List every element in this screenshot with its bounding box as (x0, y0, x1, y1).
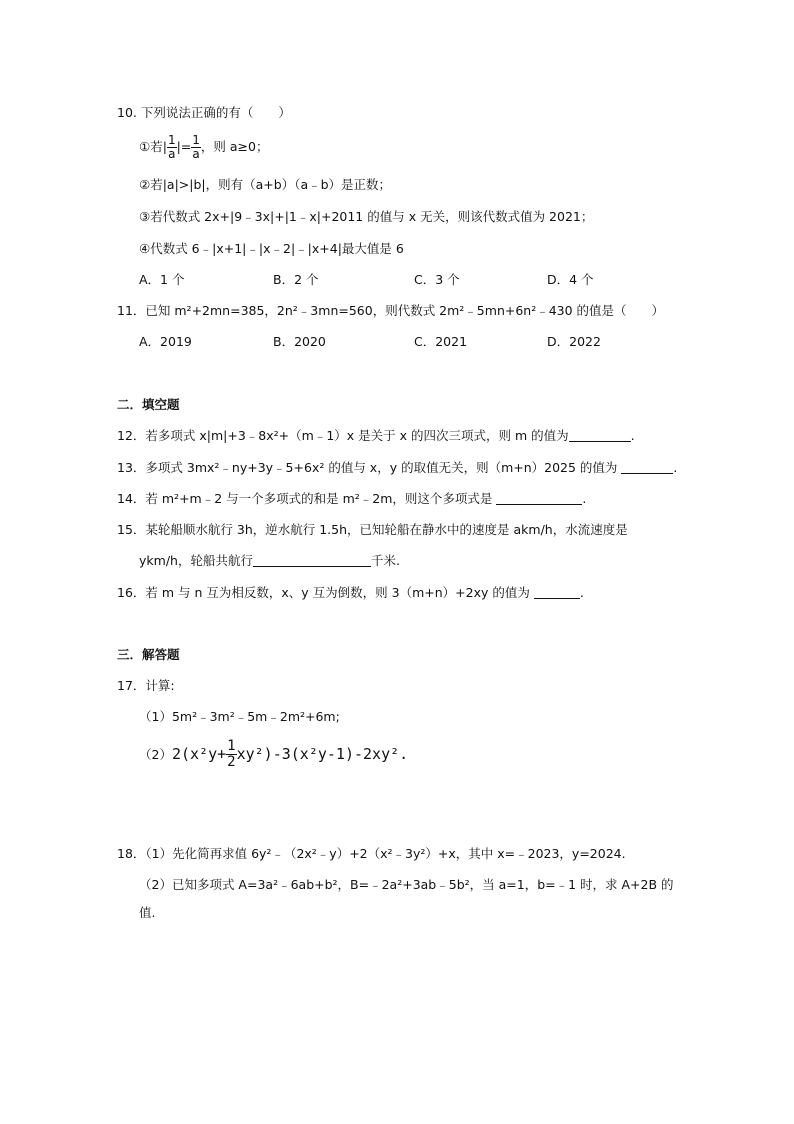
question-text: 下列说法正确的有（ ） (140, 105, 291, 120)
question-15-line1: 15．某轮船顺水航行 3h，逆水航行 1.5h，已知轮船在静水中的速度是 akm/h，水流速度是 (117, 522, 628, 537)
question-16: 16．若 m 与 n 互为相反数，x、y 互为倒数，则 3（m+n）+2xy 的值为 . (117, 585, 584, 600)
answer-blank[interactable] (569, 429, 631, 442)
question-17-part-2: （2）2(x²y+ $\frac{1}{2}$ xy²)-3(x²y-1)-2xy². (139, 738, 409, 770)
math-expression: 2(x²y+ $\frac{1}{2}$ xy²)-3(x²y-1)-2xy². (171, 738, 409, 770)
option-c: C．3 个 (414, 272, 460, 287)
fraction: $\frac{1}{a}$ (192, 133, 200, 161)
question-14: 14．若 m²+m﹣2 与一个多项式的和是 m²﹣2m，则这个多项式是 . (117, 491, 587, 506)
question-18-part-2-cont: 值. (139, 905, 156, 920)
statement-4: ④代数式 6﹣|x+1|﹣|x﹣2|﹣|x+4|最大值是 6 (139, 241, 404, 256)
option-d: D．4 个 (547, 272, 594, 287)
answer-blank[interactable] (534, 586, 580, 599)
statement-1: ①若| $\frac{1}{a}$ |= $\frac{1}{a}$ ，则 a≥0； (139, 133, 269, 161)
option-d: D．2022 (547, 334, 601, 349)
option-b: B．2020 (273, 334, 326, 349)
question-12: 12．若多项式 x|m|+3﹣8x²+（m﹣1）x 是关于 x 的四次三项式，则 m 的值为 . (117, 428, 635, 443)
answer-blank[interactable] (253, 554, 371, 567)
option-c: C．2021 (414, 334, 468, 349)
question-15-line2: ykm/h，轮船共航行 千米. (139, 553, 400, 568)
option-b: B．2 个 (273, 272, 319, 287)
fraction: $\frac{1}{a}$ (167, 133, 176, 161)
question-number: 10. (117, 105, 137, 120)
question-17-stem: 17．计算: (117, 678, 175, 693)
statement-3: ③若代数式 2x+|9﹣3x|+|1﹣x|+2011 的值与 x 无关，则该代数式值为 2021； (139, 209, 594, 224)
option-a: A．2019 (139, 334, 192, 349)
question-11-stem: 11．已知 m²+2mn=385，2n²﹣3mn=560，则代数式 2m²﹣5mn+6n²﹣430 的值是（ ） (117, 303, 665, 318)
answer-blank[interactable] (496, 492, 582, 505)
section-title-fill-in: 二．填空题 (117, 397, 180, 412)
fraction: $\frac{1}{2}$ (227, 738, 236, 770)
section-title-answer: 三．解答题 (117, 647, 180, 662)
answer-blank[interactable] (621, 461, 673, 474)
question-18-part-1: 18．（1）先化简再求值 6y²﹣（2x²﹣y）+2（x²﹣3y²）+x，其中 x=﹣2023，y=2024. (117, 846, 626, 861)
question-18-part-2: （2）已知多项式 A=3a²﹣6ab+b²，B=﹣2a²+3ab﹣5b²，当 a=1，b=﹣1 时，求 A+2B 的 (139, 877, 674, 892)
option-a: A．1 个 (139, 272, 185, 287)
statement-2: ②若|a|>|b|，则有（a+b）（a﹣b）是正数； (139, 177, 392, 192)
question-13: 13．多项式 3mx²﹣ny+3y﹣5+6x² 的值与 x，y 的取值无关，则（m+n）2025 的值为 . (117, 460, 678, 475)
question-17-part-1: （1）5m²﹣3m²﹣5m﹣2m²+6m; (139, 709, 340, 724)
question-10-stem (117, 104, 291, 122)
